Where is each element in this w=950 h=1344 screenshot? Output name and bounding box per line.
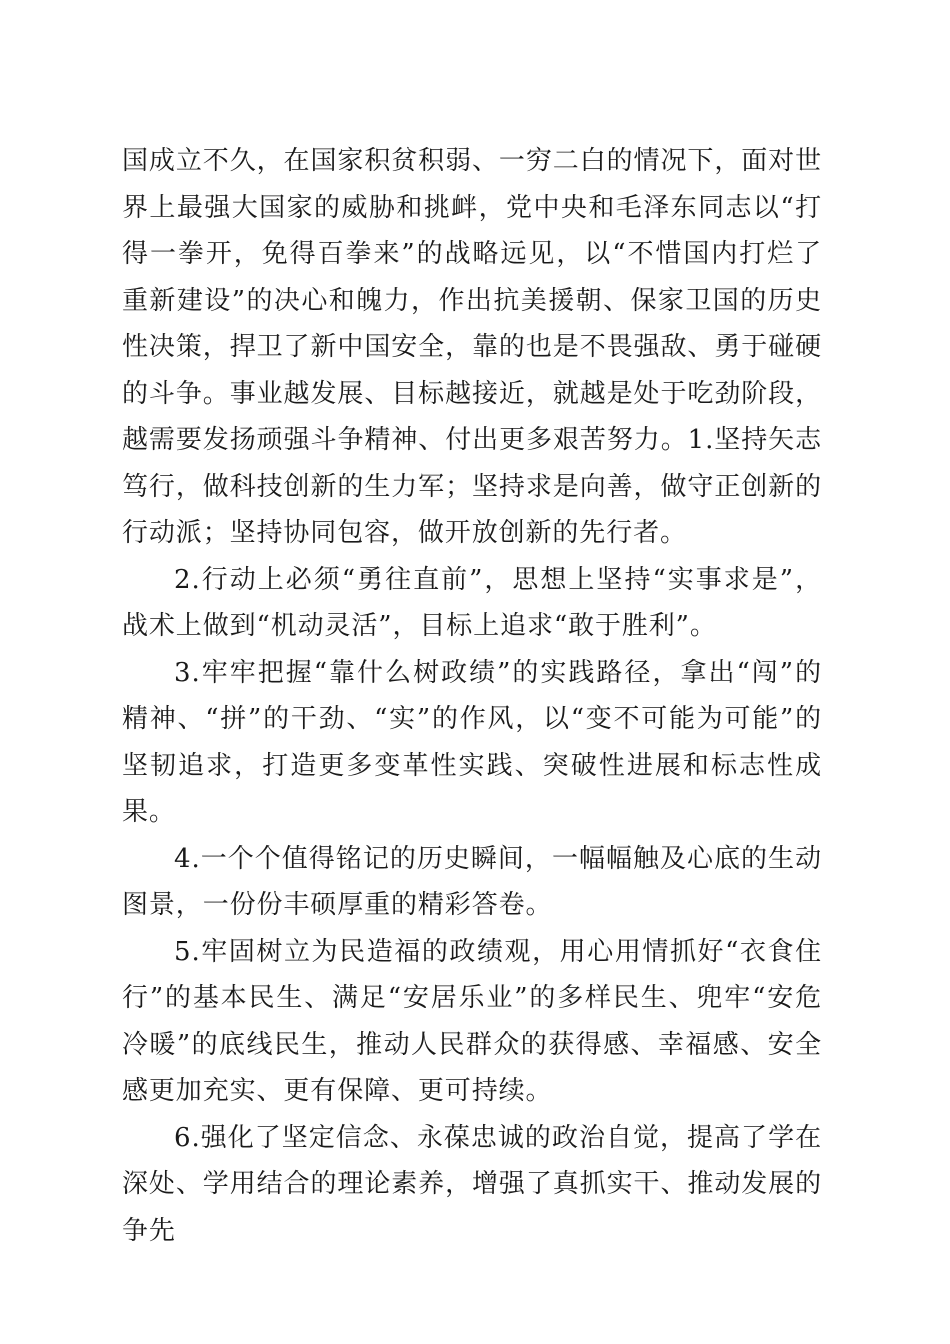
paragraph-item-5: 5.牢固树立为民造福的政绩观，用心用情抓好“衣食住行”的基本民生、满足“安居乐业”的多样民生、兜牢“安危冷暖”的底线民生，推动人民群众的获得感、幸福感、安全感更加充实、更有保障、更可持续。 (122, 936, 822, 1106)
paragraph-item-6: 6.强化了坚定信念、永葆忠诚的政治自觉，提高了学在深处、学用结合的理论素养，增强了真抓实干、推动发展的争先 (122, 1122, 822, 1246)
paragraph-item-4: 4.一个个值得铭记的历史瞬间，一幅幅触及心底的生动图景，一份份丰硕厚重的精彩答卷。 (122, 843, 822, 920)
paragraph-continuation: 国成立不久，在国家积贫积弱、一穷二白的情况下，面对世界上最强大国家的威胁和挑衅，党中央和毛泽东同志以“打得一拳开，免得百拳来”的战略远见，以“不惜国内打烂了重新建设”的决心和魄力，作出抗美援朝、保家卫国的历史性决策，捍卫了新中国安全，靠的也是不畏强敌、勇于碰硬的斗争。事业越发展、目标越接近，就越是处于吃劲阶段，越需要发扬顽强斗争精神、付出更多艰苦努力。1.坚持矢志笃行，做科技创新的生力军；坚持求是向善，做守正创新的行动派；坚持协同包容，做开放创新的先行者。 (122, 146, 822, 548)
paragraph-item-3: 3.牢牢把握“靠什么树政绩”的实践路径，拿出“闯”的精神、“拼”的干劲、“实”的作风，以“变不可能为可能”的坚韧追求，打造更多变革性实践、突破性进展和标志性成果。 (122, 657, 822, 827)
paragraph-item-2: 2.行动上必须“勇往直前”，思想上坚持“实事求是”，战术上做到“机动灵活”，目标上追求“敢于胜利”。 (122, 564, 822, 641)
document-page (122, 138, 822, 1254)
